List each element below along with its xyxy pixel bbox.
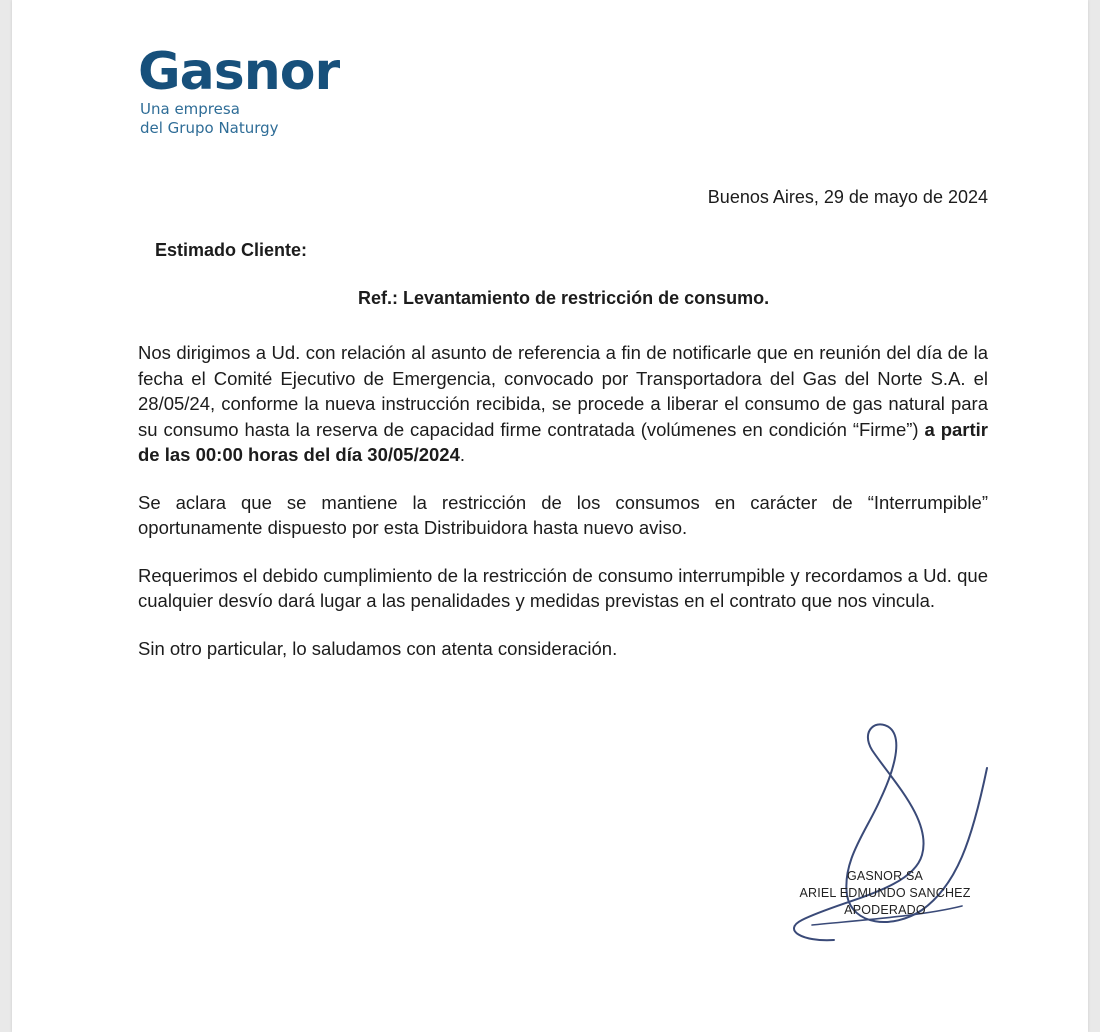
paragraph-1-text: Nos dirigimos a Ud. con relación al asunto de referencia a fin de notificarle que en reunión del día de la fecha el Comité Ejecutivo de Emergencia, convocado por Transportadora del Gas del Norte S.A. el 28/05/24, conforme la nueva instrucción recibida, se procede a liberar el consumo de gas natural para su consumo hasta la reserva de capacidad firme contratada (volúmenes en condición “Firme”) [138, 342, 988, 440]
handwritten-signature [772, 720, 1002, 960]
paragraph-1 [138, 340, 988, 468]
paragraph-4: Sin otro particular, lo saludamos con atenta consideración. [138, 637, 618, 659]
letter-body [138, 340, 988, 683]
logo-tagline-2: del Grupo Naturgy [140, 119, 279, 137]
stamp-company: GASNOR SA [846, 869, 924, 883]
paragraph-2: Se aclara que se mantiene la restricción de los consumos en carácter de “Interrumpible” oportunamente dispuesto por esta Distribuidora hasta nuevo aviso. [138, 491, 988, 538]
gasnor-logo [138, 44, 339, 138]
reference-line: Ref.: Levantamiento de restricción de consumo. [358, 288, 770, 308]
logo-wordmark: Gasnor [138, 42, 340, 102]
letter-date: Buenos Aires, 29 de mayo de 2024 [707, 187, 988, 207]
stamp-role: APODERADO [844, 903, 926, 917]
signature-stamp [780, 868, 990, 919]
logo-tagline-1: Una empresa [140, 100, 240, 118]
paragraph-1-bold-date: a partir de las 00:00 horas del día 30/05/2024 [138, 418, 988, 465]
letter-page [12, 0, 1088, 1032]
paragraph-3: Requerimos el debido cumplimiento de la restricción de consumo interrumpible y recordamos a Ud. que cualquier desvío dará lugar a las penalidades y medidas previstas en el contrato que nos vincula. [138, 564, 988, 611]
stamp-name: ARIEL EDMUNDO SANCHEZ [799, 886, 971, 900]
salutation: Estimado Cliente: [155, 240, 308, 260]
paragraph-1-end: . [459, 444, 466, 465]
